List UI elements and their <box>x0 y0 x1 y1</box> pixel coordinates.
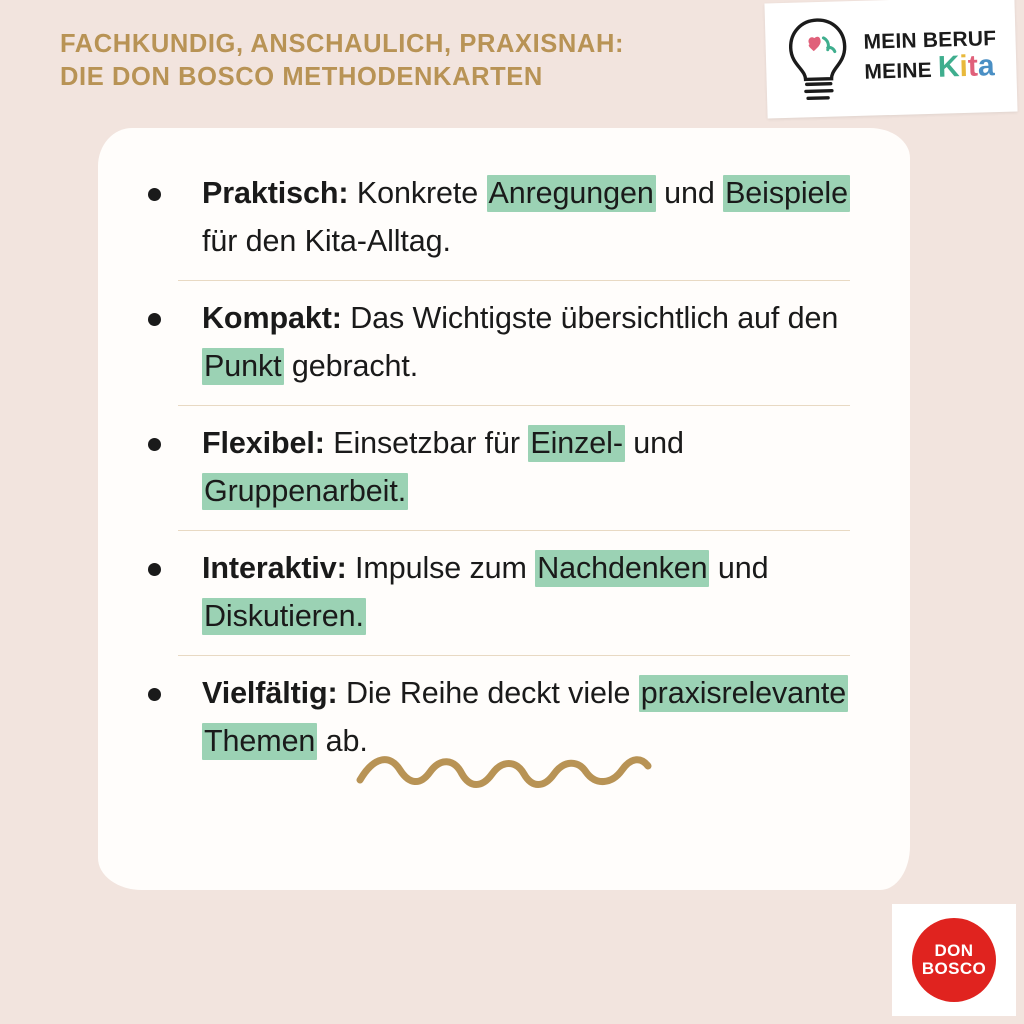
highlight: praxisrelevante Themen <box>204 676 847 758</box>
lightbulb-heart-icon <box>779 12 858 106</box>
bullet-icon <box>148 438 161 451</box>
squiggle-decoration <box>98 750 910 794</box>
kita-logo-line-1: MEIN BERUF <box>863 27 997 54</box>
list-item-text: Vielfältig: Die Reihe deckt viele praxisrelevante Themen ab. <box>202 676 847 758</box>
list-item-label: Flexibel: <box>202 426 325 460</box>
highlight: Nachdenken <box>537 551 708 585</box>
list-item-text: Kompakt: Das Wichtigste übersichtlich auf den Punkt gebracht. <box>202 301 839 383</box>
list-item-text: Interaktiv: Impulse zum Nachdenken und Diskutieren. <box>202 551 769 633</box>
divider <box>178 530 850 531</box>
list-item-text: Praktisch: Konkrete Anregungen und Beispiele für den Kita-Alltag. <box>202 176 848 258</box>
don-bosco-logo-badge <box>892 904 1016 1016</box>
divider <box>178 280 850 281</box>
kita-logo-word: Kita <box>937 48 995 84</box>
page-title-line-1: FACHKUNDIG, ANSCHAULICH, PRAXISNAH: <box>60 30 625 58</box>
list-item-label: Praktisch: <box>202 176 349 210</box>
bullet-icon <box>148 188 161 201</box>
page-title <box>60 28 760 93</box>
list-item <box>120 545 888 641</box>
bullet-icon <box>148 313 161 326</box>
divider <box>178 655 850 656</box>
list-item <box>120 420 888 516</box>
highlight: Anregungen <box>488 176 654 210</box>
highlight: Einzel- <box>530 426 623 460</box>
don-bosco-logo-line-2: BOSCO <box>921 959 987 978</box>
hand-drawn-squiggle-icon <box>354 750 654 794</box>
bullet-icon <box>148 688 161 701</box>
don-bosco-logo-line-1: DON <box>934 941 974 961</box>
list-item-text: Flexibel: Einsetzbar für Einzel- und Gruppenarbeit. <box>202 426 684 508</box>
highlight: Punkt <box>204 348 282 383</box>
benefits-list <box>120 170 888 766</box>
bullet-icon <box>148 563 161 576</box>
list-item <box>120 295 888 391</box>
kita-logo-text <box>863 28 997 85</box>
highlight: Gruppenarbeit. <box>204 473 407 508</box>
kita-logo-line-2: MEINE Kita <box>864 48 995 84</box>
highlight: Diskutieren. <box>204 598 364 633</box>
divider <box>178 405 850 406</box>
list-item-label: Kompakt: <box>202 301 342 335</box>
highlight: Beispiele <box>725 176 848 210</box>
list-item <box>120 170 888 266</box>
content-card <box>98 128 910 890</box>
don-bosco-logo <box>912 918 996 1002</box>
list-item-label: Vielfältig: <box>202 676 338 710</box>
kita-logo-badge <box>764 0 1017 118</box>
list-item-label: Interaktiv: <box>202 551 347 585</box>
page-title-line-2: DIE DON BOSCO METHODENKARTEN <box>60 62 543 91</box>
